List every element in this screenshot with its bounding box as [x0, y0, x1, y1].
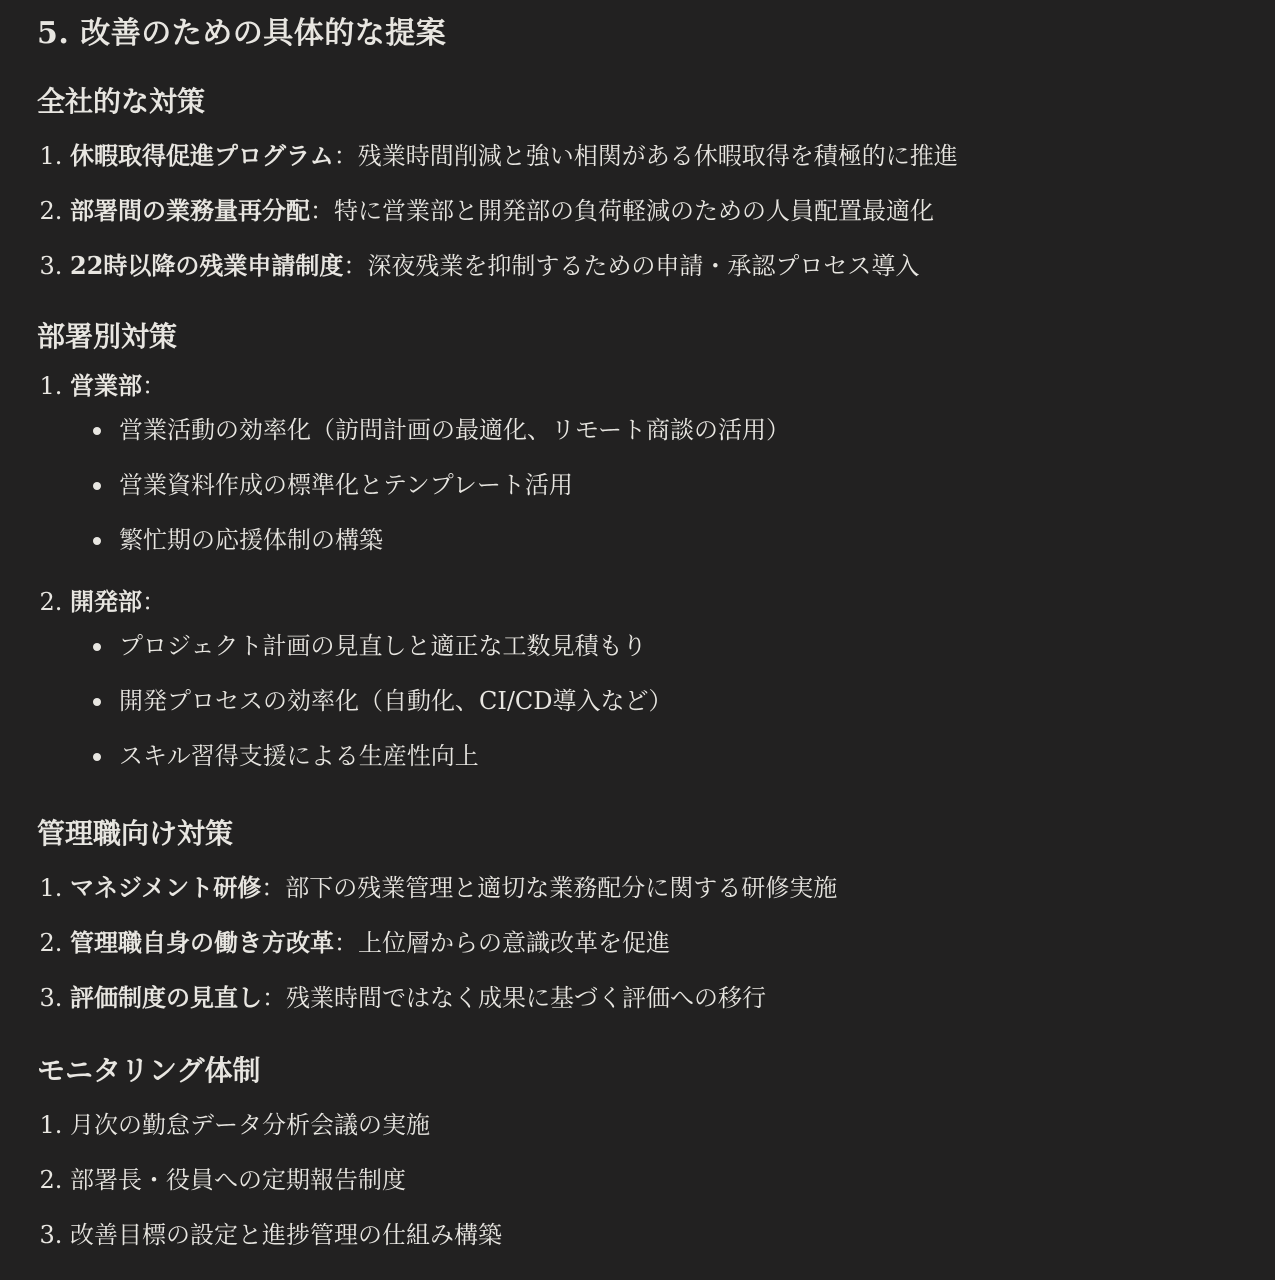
- item-heading: 評価制度の見直し: [70, 983, 262, 1012]
- list-item: [37, 582, 1245, 776]
- bullet-item: [37, 520, 1245, 560]
- list-item: [37, 1215, 1245, 1255]
- bullet-dot-icon: [93, 643, 101, 651]
- item-text: ：残業時間ではなく成果に基づく評価への移行: [262, 984, 766, 1012]
- item-number: 3.: [39, 984, 63, 1012]
- bullet-text: 開発プロセスの効率化（自動化、CI/CD導入など）: [119, 687, 673, 715]
- list-item: [37, 366, 1245, 560]
- item-text: ：: [142, 588, 166, 616]
- item-text: ：: [142, 372, 166, 400]
- section-title-company: 全社的な対策: [37, 85, 206, 118]
- company-measures-list: [37, 136, 1245, 286]
- item-text: ：残業時間削減と強い相関がある休暇取得を積極的に推進: [333, 142, 958, 170]
- item-text: 部署長・役員への定期報告制度: [70, 1166, 406, 1194]
- bullet-text: 営業活動の効率化（訪問計画の最適化、リモート商談の活用）: [119, 416, 791, 444]
- page-title: 5. 改善のための具体的な提案: [37, 16, 447, 51]
- item-number: 1.: [39, 1111, 63, 1139]
- list-item: [37, 191, 1245, 231]
- item-heading: マネジメント研修: [70, 873, 262, 902]
- section-title-managers: 管理職向け対策: [37, 817, 234, 850]
- list-item: [37, 923, 1245, 963]
- item-heading: 管理職自身の働き方改革: [70, 928, 334, 957]
- item-text: ：特に営業部と開発部の負荷軽減のための人員配置最適化: [310, 197, 934, 225]
- bullet-dot-icon: [93, 753, 101, 761]
- section-title-monitoring: モニタリング体制: [37, 1054, 261, 1087]
- item-number: 3.: [39, 1221, 63, 1249]
- manager-measures-list: [37, 868, 1245, 1018]
- item-number: 2.: [39, 1166, 63, 1194]
- bullet-item: [37, 626, 1245, 666]
- department-measures-list: [37, 366, 1245, 776]
- item-text: ：上位層からの意識改革を促進: [334, 929, 670, 957]
- item-heading: 開発部: [70, 587, 142, 616]
- bullet-item: [37, 681, 1245, 721]
- sub-bullet-list: [37, 626, 1245, 776]
- item-number: 1.: [39, 142, 63, 170]
- item-number: 3.: [39, 252, 63, 280]
- bullet-text: プロジェクト計画の見直しと適正な工数見積もり: [119, 632, 647, 660]
- item-number: 2.: [39, 197, 63, 225]
- sub-bullet-list: [37, 410, 1245, 560]
- list-item: [37, 136, 1245, 176]
- item-number: 1.: [39, 874, 63, 902]
- bullet-dot-icon: [93, 427, 101, 435]
- item-heading: 22時以降の残業申請制度: [70, 251, 344, 280]
- item-number: 2.: [39, 588, 63, 616]
- item-number: 2.: [39, 929, 63, 957]
- bullet-text: スキル習得支援による生産性向上: [119, 742, 479, 770]
- bullet-text: 繁忙期の応援体制の構築: [119, 526, 383, 554]
- item-number: 1.: [39, 372, 63, 400]
- item-text: 改善目標の設定と進捗管理の仕組み構築: [70, 1221, 502, 1249]
- item-heading: 営業部: [70, 371, 142, 400]
- bullet-text: 営業資料作成の標準化とテンプレート活用: [119, 471, 573, 499]
- list-item: [37, 1105, 1245, 1145]
- item-heading: 部署間の業務量再分配: [70, 196, 310, 225]
- bullet-dot-icon: [93, 698, 101, 706]
- list-item: [37, 868, 1245, 908]
- list-item: [37, 1160, 1245, 1200]
- list-item: [37, 978, 1245, 1018]
- bullet-item: [37, 465, 1245, 505]
- bullet-item: [37, 410, 1245, 450]
- item-text: ：深夜残業を抑制するための申請・承認プロセス導入: [343, 252, 920, 280]
- item-heading: 休暇取得促進プログラム: [70, 141, 334, 170]
- monitoring-list: [37, 1105, 1245, 1255]
- bullet-dot-icon: [93, 537, 101, 545]
- bullet-dot-icon: [93, 482, 101, 490]
- list-item: [37, 246, 1245, 286]
- section-title-department: 部署別対策: [37, 320, 178, 353]
- item-text: 月次の勤怠データ分析会議の実施: [70, 1111, 430, 1139]
- bullet-item: [37, 736, 1245, 776]
- item-text: ：部下の残業管理と適切な業務配分に関する研修実施: [261, 874, 838, 902]
